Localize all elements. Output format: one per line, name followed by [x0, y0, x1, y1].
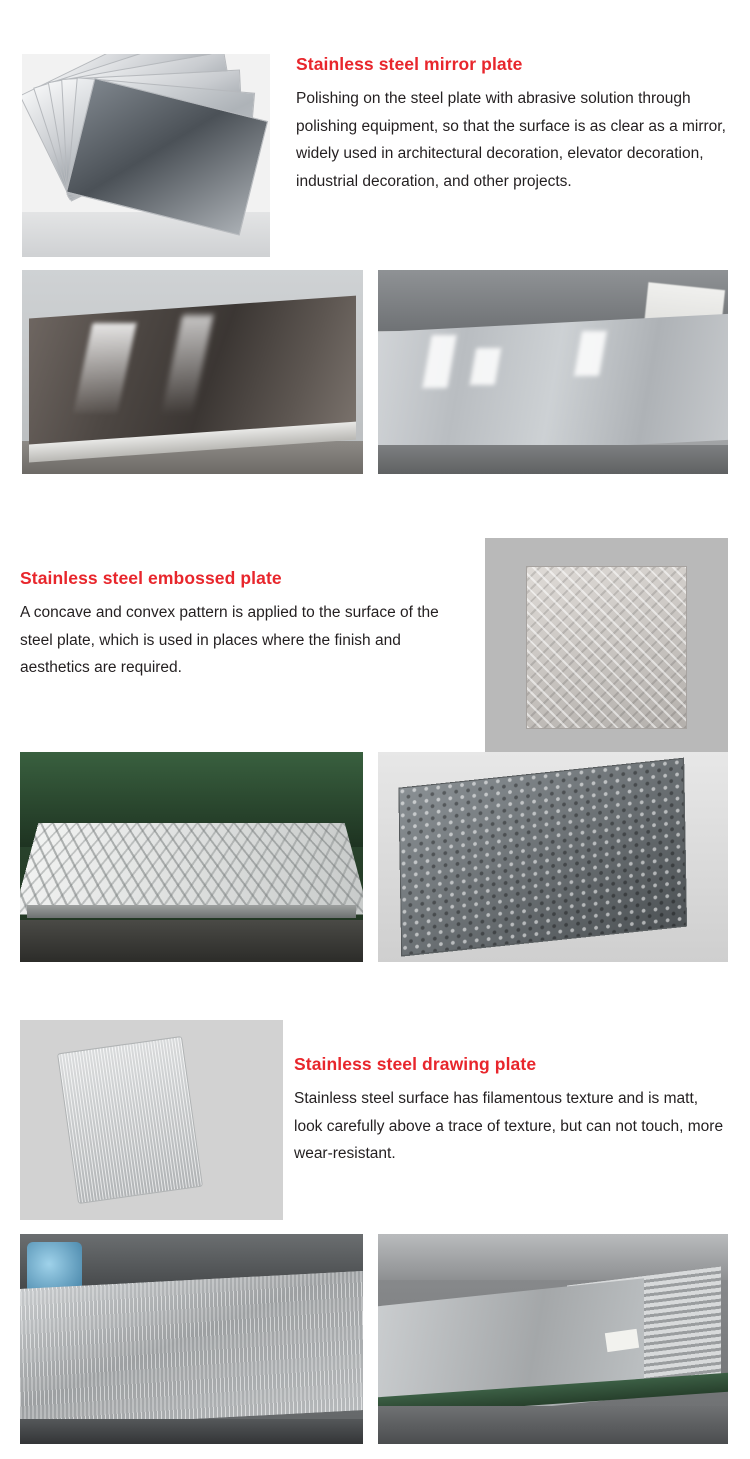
- drawing-plate-description: Stainless steel surface has filamentous texture and is matt, look carefully above a trace of texture, but can not touch, more wear-resistant.: [294, 1090, 724, 1163]
- embossed-plate-text-block: [20, 568, 470, 682]
- drawing-plate-closeup-photo: [20, 1234, 363, 1444]
- mirror-plate-stack-photo: [22, 54, 270, 257]
- mirror-plate-warehouse-photo: [378, 270, 728, 474]
- mirror-plate-description: Polishing on the steel plate with abrasive solution through polishing equipment, so that the surface is as clear as a mirror, widely used in architectural decoration, elevator decoration, industrial decoration, and other projects.: [296, 90, 726, 190]
- section-embossed-plate: [0, 514, 750, 984]
- embossed-plate-description: A concave and convex pattern is applied to the surface of the steel plate, which is used in places where the finish and aesthetics are required.: [20, 604, 439, 677]
- mirror-plate-text-block: [296, 54, 728, 195]
- mirror-plate-title: Stainless steel mirror plate: [296, 54, 523, 74]
- section-mirror-plate: [0, 0, 750, 500]
- embossed-plate-title: Stainless steel embossed plate: [20, 568, 282, 588]
- drawing-plate-title: Stainless steel drawing plate: [294, 1054, 537, 1074]
- mirror-plate-dark-photo: [22, 270, 363, 474]
- embossed-plate-studio-photo: [485, 538, 728, 757]
- photo-watermark: [351, 458, 355, 468]
- drawing-plate-studio-photo: [20, 1020, 283, 1220]
- drawing-plate-text-block: [294, 1054, 728, 1168]
- drawing-plate-stack-photo: [378, 1234, 728, 1444]
- embossed-lentil-plate-photo: [378, 752, 728, 962]
- embossed-checker-plate-photo: [20, 752, 363, 962]
- section-drawing-plate: [0, 1000, 750, 1459]
